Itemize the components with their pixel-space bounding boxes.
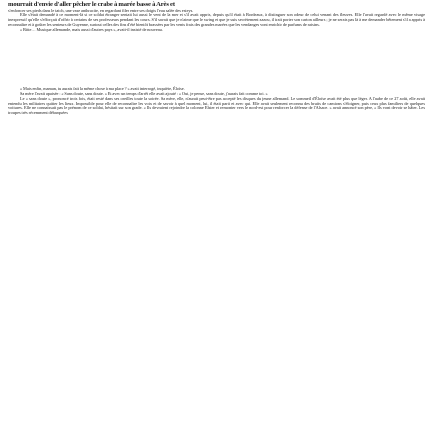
- paragraph-3: « Bitte… Musique allemande, mais aussi d'autres pays », avait-il insisté de nouveau.: [20, 26, 163, 32]
- section-gap: [8, 32, 425, 87]
- paragraph-6: Le « sans doute », prononcé trois fois, était resté dans ses oreilles toute la soirée. Sa mère, elle, n'aurait peut-être pas accepté les disques du jeune allemand. Le sommeil d'Éloïse avait été plus que léger. A l'aube de ce 27 août, elle avait entendu les militaires quitter les lieux. Impossible pour elle de reconnaître les voix et de savoir à quel moment, lui, il était parti et avec qui. Elle avait seulement reconnu des bruits de camions s'éloigner, puis ceux plus familiers de quelques voitures. Elle ne connaissait pas le prénom de ce soldat, hésitait sur son grade. « Ils devraient rejoindre la colonne Elster et remonter vers le nord-est pour renforcer la défense de l'Alsace. » avait annoncé son père, « Ils vont devoir se hâter. Les troupes très récemment débarquées: [8, 95, 425, 116]
- paragraph-2: Elle s'était demandé à ce moment-là si ce soldat étranger sentait lui aussi le vent de la mer et s'il avait appris, depuis qu'il était à Bordeaux, à distinguer son odeur de celui venant des fleuves. Elle l'avait regardé avec le même visage inexpressif qu'elle s'efforçait d'offrir à certains de ses professeurs pendant les cours. S'il savait que je n'aime que le swing et que je suis secrètement zazou, il irait porter son carton ailleurs ; je ne serais pas là à me demander bêtement s'il a appris à reconnaître et à goûter les senteurs de Guyenne, surtout celles des fins d'été bientôt brassées par les vents frais des grandes marées que les vendanges vont enrichir de parfums de raisins.: [8, 12, 425, 27]
- paragraph-4: « Mais enfin, maman, tu aurais fait la même chose à ma place ? » avait interrogé, inquiète, Éloïse.: [20, 86, 185, 92]
- paragraph-1: s'enfoncer ses pieds dans le tatch, une vase anthracite, en regardant filer entre ses doigts l'eau salée des esteys.: [8, 7, 194, 13]
- paragraph-5: Sa mère l'avait apaisée : « Sans doute, sans doute. » Et avec un temps d'arrêt elle avait ajouté : « Oui, je pense, sans doute, j'aurais fait comme toi. »: [20, 91, 268, 97]
- opening-line: mourrait d'envie d'aller pêcher le crabe à marée basse à Arès et: [8, 1, 175, 8]
